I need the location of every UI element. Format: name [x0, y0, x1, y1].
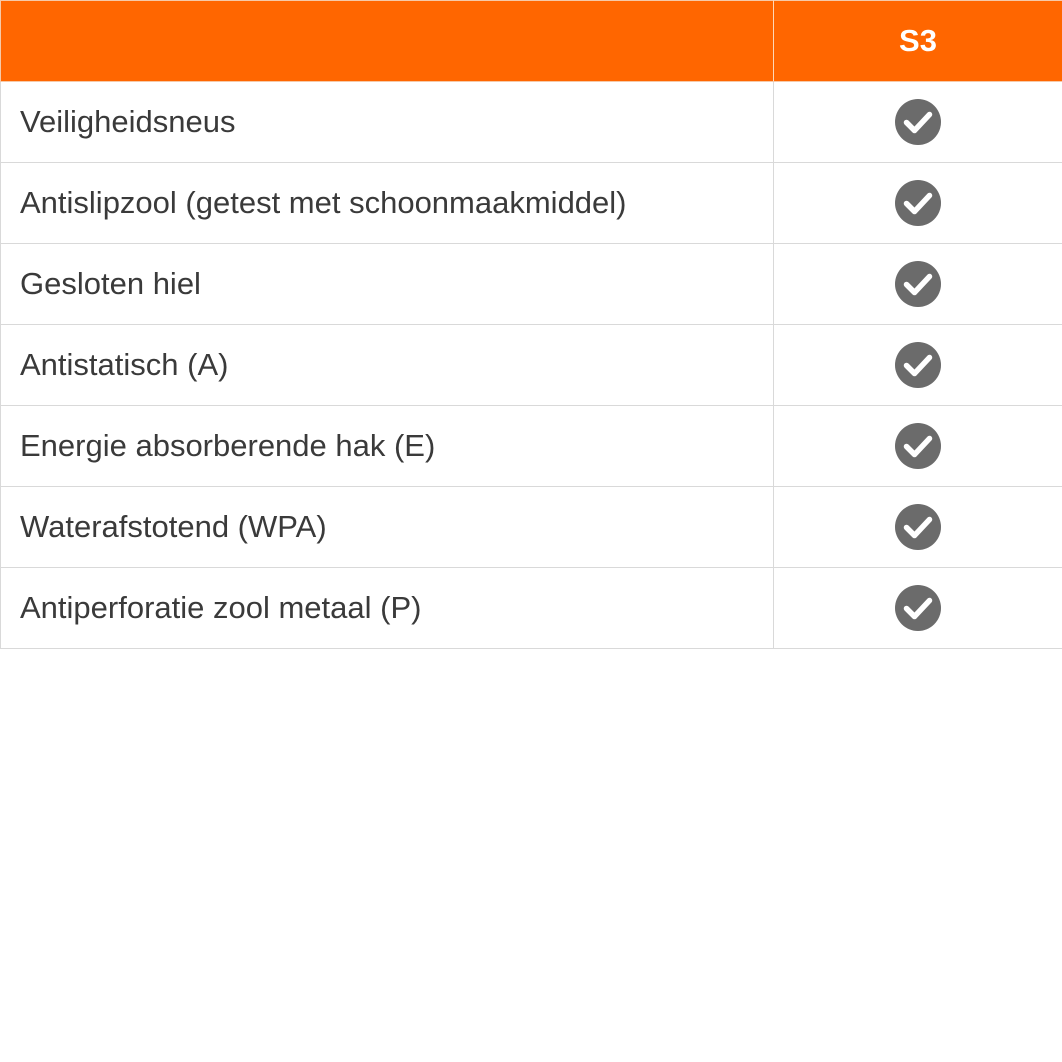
table-row	[1, 82, 1062, 163]
table-row	[1, 244, 1062, 325]
feature-label: Waterafstotend (WPA)	[1, 487, 774, 568]
table-header-row	[1, 1, 1062, 82]
check-circle-icon	[895, 504, 941, 550]
s3-cell	[774, 487, 1062, 568]
table-row	[1, 163, 1062, 244]
check-circle-icon	[895, 261, 941, 307]
feature-label: Veiligheidsneus	[1, 82, 774, 163]
check-circle-icon	[895, 180, 941, 226]
s3-column-header: S3	[774, 1, 1062, 82]
s3-cell	[774, 325, 1062, 406]
check-circle-icon	[895, 423, 941, 469]
s3-cell	[774, 163, 1062, 244]
feature-label: Antislipzool (getest met schoonmaakmiddel)	[1, 163, 774, 244]
s3-cell	[774, 82, 1062, 163]
table-row	[1, 568, 1062, 649]
s3-cell	[774, 244, 1062, 325]
feature-column-header	[1, 1, 774, 82]
check-circle-icon	[895, 585, 941, 631]
feature-label: Gesloten hiel	[1, 244, 774, 325]
table-row	[1, 406, 1062, 487]
feature-label: Energie absorberende hak (E)	[1, 406, 774, 487]
feature-label: Antiperforatie zool metaal (P)	[1, 568, 774, 649]
s3-cell	[774, 568, 1062, 649]
s3-cell	[774, 406, 1062, 487]
check-circle-icon	[895, 342, 941, 388]
check-circle-icon	[895, 99, 941, 145]
table-row	[1, 325, 1062, 406]
table-row	[1, 487, 1062, 568]
feature-label: Antistatisch (A)	[1, 325, 774, 406]
